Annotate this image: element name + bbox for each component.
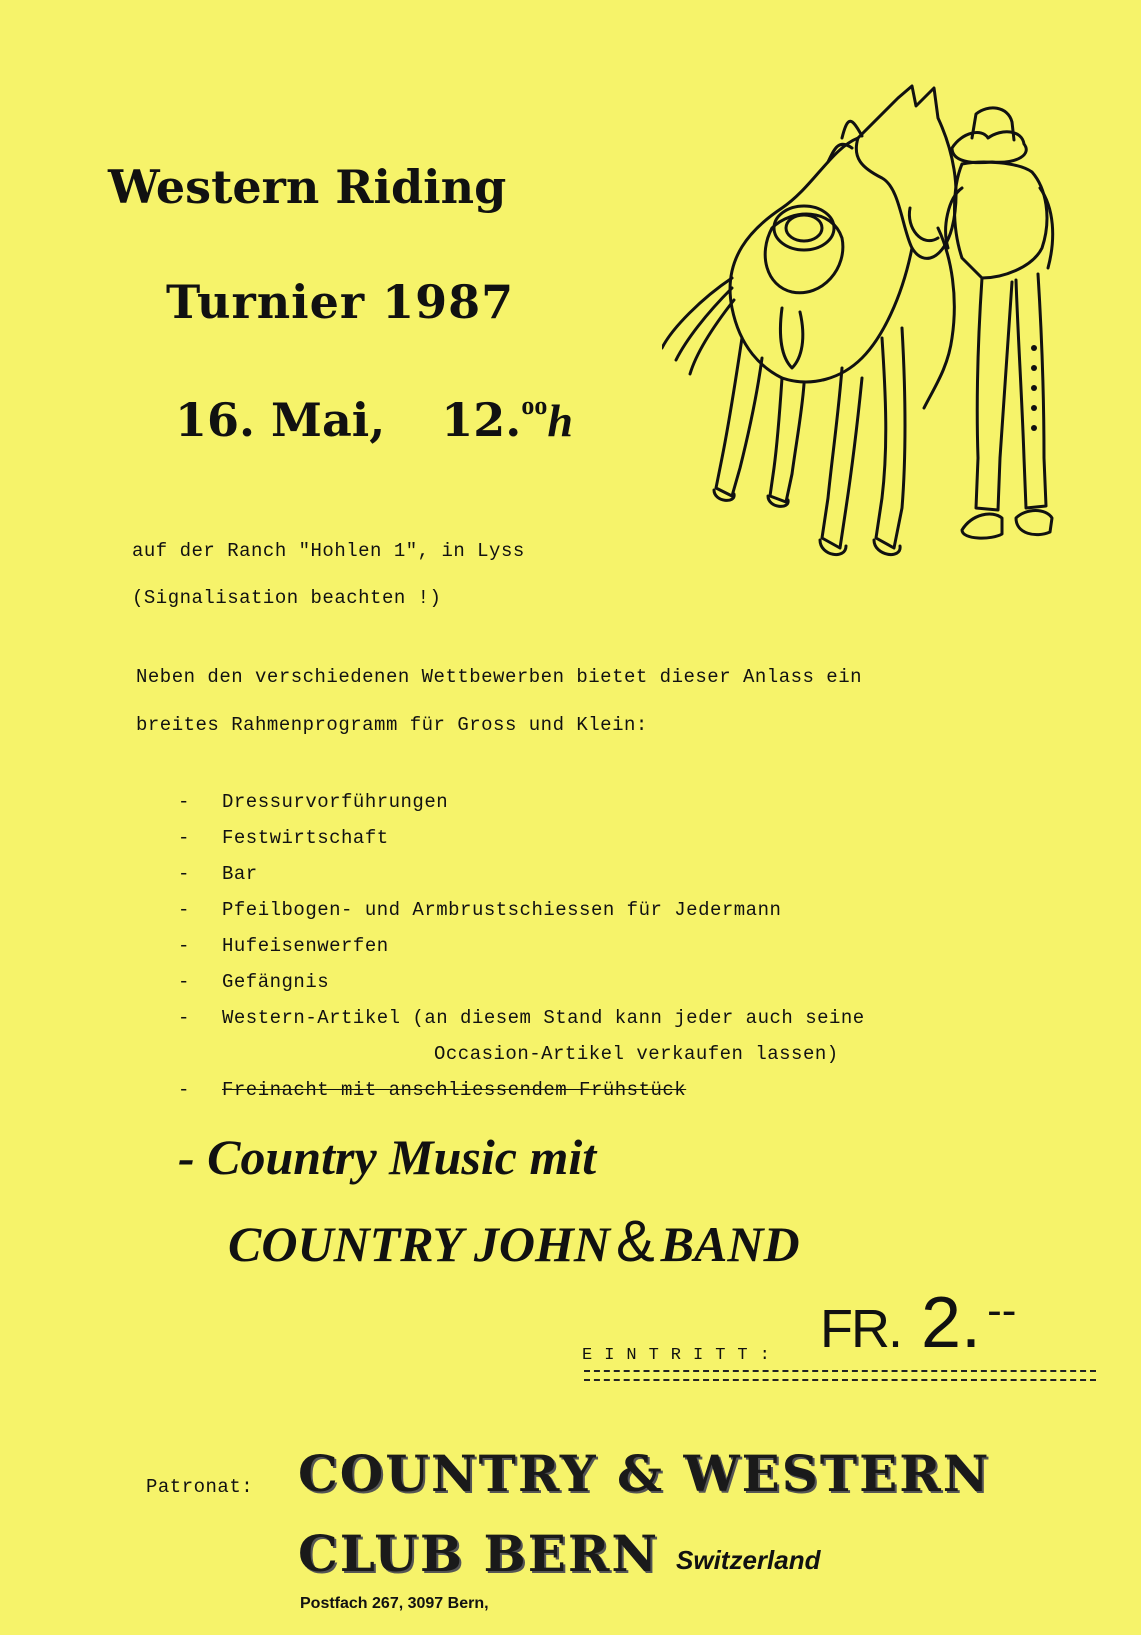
list-item [178,964,865,1000]
club-name-line-1: COUNTRY & WESTERN [298,1444,991,1503]
list-item [178,820,865,856]
entry-price [820,1282,1016,1364]
list-item-text: Occasion-Artikel verkaufen lassen) [434,1043,839,1065]
struck-item-text: Freinacht mit anschliessendem Frühstück [222,1079,687,1101]
list-item-text: Pfeilbogen- und Armbrustschiessen für Jedermann [222,899,782,921]
event-time-hour: 12. [441,393,522,447]
list-item-text: Dressurvorführungen [222,791,449,813]
list-dash: - [178,935,190,957]
list-dash: - [178,971,190,993]
list-dash: - [178,791,190,813]
event-date-time [175,393,573,447]
cowboy-horse-illustration [662,78,1094,580]
club-name-line-2: CLUB BERN [298,1524,660,1583]
list-dash: - [178,1079,190,1101]
price-dashes: -- [987,1286,1017,1335]
intro-line-1: Neben den verschiedenen Wettbewerben bietet dieser Anlass ein [136,666,863,688]
list-item-text: Western-Artikel (an diesem Stand kann jeder auch seine [222,1007,865,1029]
band-name [228,1208,800,1275]
list-item-text: Gefängnis [222,971,330,993]
list-dash: - [178,827,190,849]
event-time [441,393,573,447]
band-name-part-1: COUNTRY JOHN [228,1216,610,1272]
band-name-part-2: BAND [660,1216,800,1272]
list-item [178,1000,865,1036]
title-line-1: Western Riding [108,160,507,214]
program-list [178,784,865,1108]
list-item-text: Festwirtschaft [222,827,389,849]
event-date: 16. Mai, [175,393,386,447]
postal-address: Postfach 267, 3097 Bern, [300,1595,489,1612]
patronat-label: Patronat: [146,1476,254,1498]
event-time-suffix: h [547,395,573,446]
list-item-text: Hufeisenwerfen [222,935,389,957]
list-item [178,928,865,964]
location-line: auf der Ranch "Hohlen 1", in Lyss [132,540,525,562]
list-dash: - [178,899,190,921]
price-currency: FR. [820,1299,901,1359]
list-dash: - [178,863,190,885]
list-item-continuation [178,1036,865,1072]
list-item [178,784,865,820]
list-item-text: Bar [222,863,258,885]
event-time-minutes: oo [521,391,548,420]
country-music-headline: - Country Music mit [178,1129,597,1185]
list-dash: - [178,1007,190,1029]
list-item-struck [178,1072,865,1108]
list-item [178,856,865,892]
price-amount: 2. [921,1283,982,1363]
intro-line-2: breites Rahmenprogramm für Gross und Klein: [136,714,648,736]
country-label: Switzerland [676,1545,821,1575]
price-double-underline [584,1370,1096,1381]
ampersand: & [615,1209,655,1274]
signage-note: (Signalisation beachten !) [132,587,442,609]
title-line-2: Turnier 1987 [166,275,515,329]
entry-label: EINTRITT: [582,1346,782,1365]
list-item [178,892,865,928]
